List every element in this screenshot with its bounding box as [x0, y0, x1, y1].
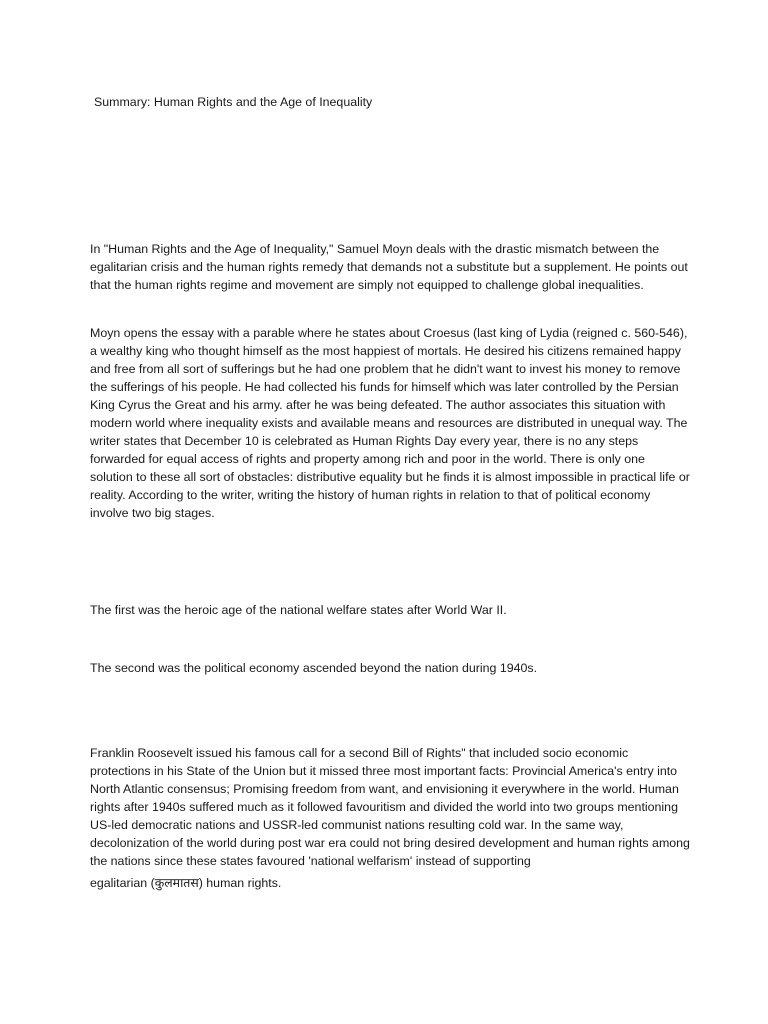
- paragraph-croesus-parable: Moyn opens the essay with a parable where he states about Croesus (last king of Lydia (reigned c. 560-546), a wealthy king who thought himself as the most happiest of mortals. He desired his citizens remained happy and free from all sort of sufferings but he had one problem that he didn't want to invest his money to remove the sufferings of his people. He had collected his funds for himself which was later controlled by the Persian King Cyrus the Great and his army. after he was being defeated. The author associates this situation with modern world where inequality exists and available means and resources are distributed in unequal way. The writer states that December 10 is celebrated as Human Rights Day every year, there is no any steps forwarded for equal access of rights and property among rich and poor in the world. There is only one solution to these all sort of obstacles: distributive equality but he finds it is almost impossible in practical life or reality. According to the writer, writing the history of human rights in relation to that of political economy involve two big stages.: [90, 326, 690, 520]
- paragraph-second-stage: The second was the political economy ascended beyond the nation during 1940s.: [90, 661, 538, 675]
- paragraph-roosevelt: [90, 744, 690, 892]
- paragraph-first-stage: The first was the heroic age of the national welfare states after World War II.: [90, 603, 507, 617]
- paragraph-roosevelt-body: Franklin Roosevelt issued his famous call for a second Bill of Rights" that included socio economic protections in his State of the Union but it missed three most important facts: Provincial America's entry into North Atlantic consensus; Promising freedom from want, and envisioning it everywhere in the world. Human rights after 1940s suffered much as it followed favouritism and divided the world into two groups mentioning US-led democratic nations and USSR-led communist nations resulting cold war. In the same way, decolonization of the world during post war era could not bring desired development and human rights among the nations since these states favoured 'national welfarism' instead of supporting: [90, 746, 690, 868]
- paragraph-roosevelt-last-line: egalitarian (कुलमातस) human rights.: [90, 876, 282, 890]
- paragraph-intro: In "Human Rights and the Age of Inequality," Samuel Moyn deals with the drastic mismatch between the egalitarian crisis and the human rights remedy that demands not a substitute but a supplement. He points out that the human rights regime and movement are simply not equipped to challenge global inequalities.: [90, 242, 688, 292]
- document-title: Summary: Human Rights and the Age of Inequality: [94, 95, 373, 109]
